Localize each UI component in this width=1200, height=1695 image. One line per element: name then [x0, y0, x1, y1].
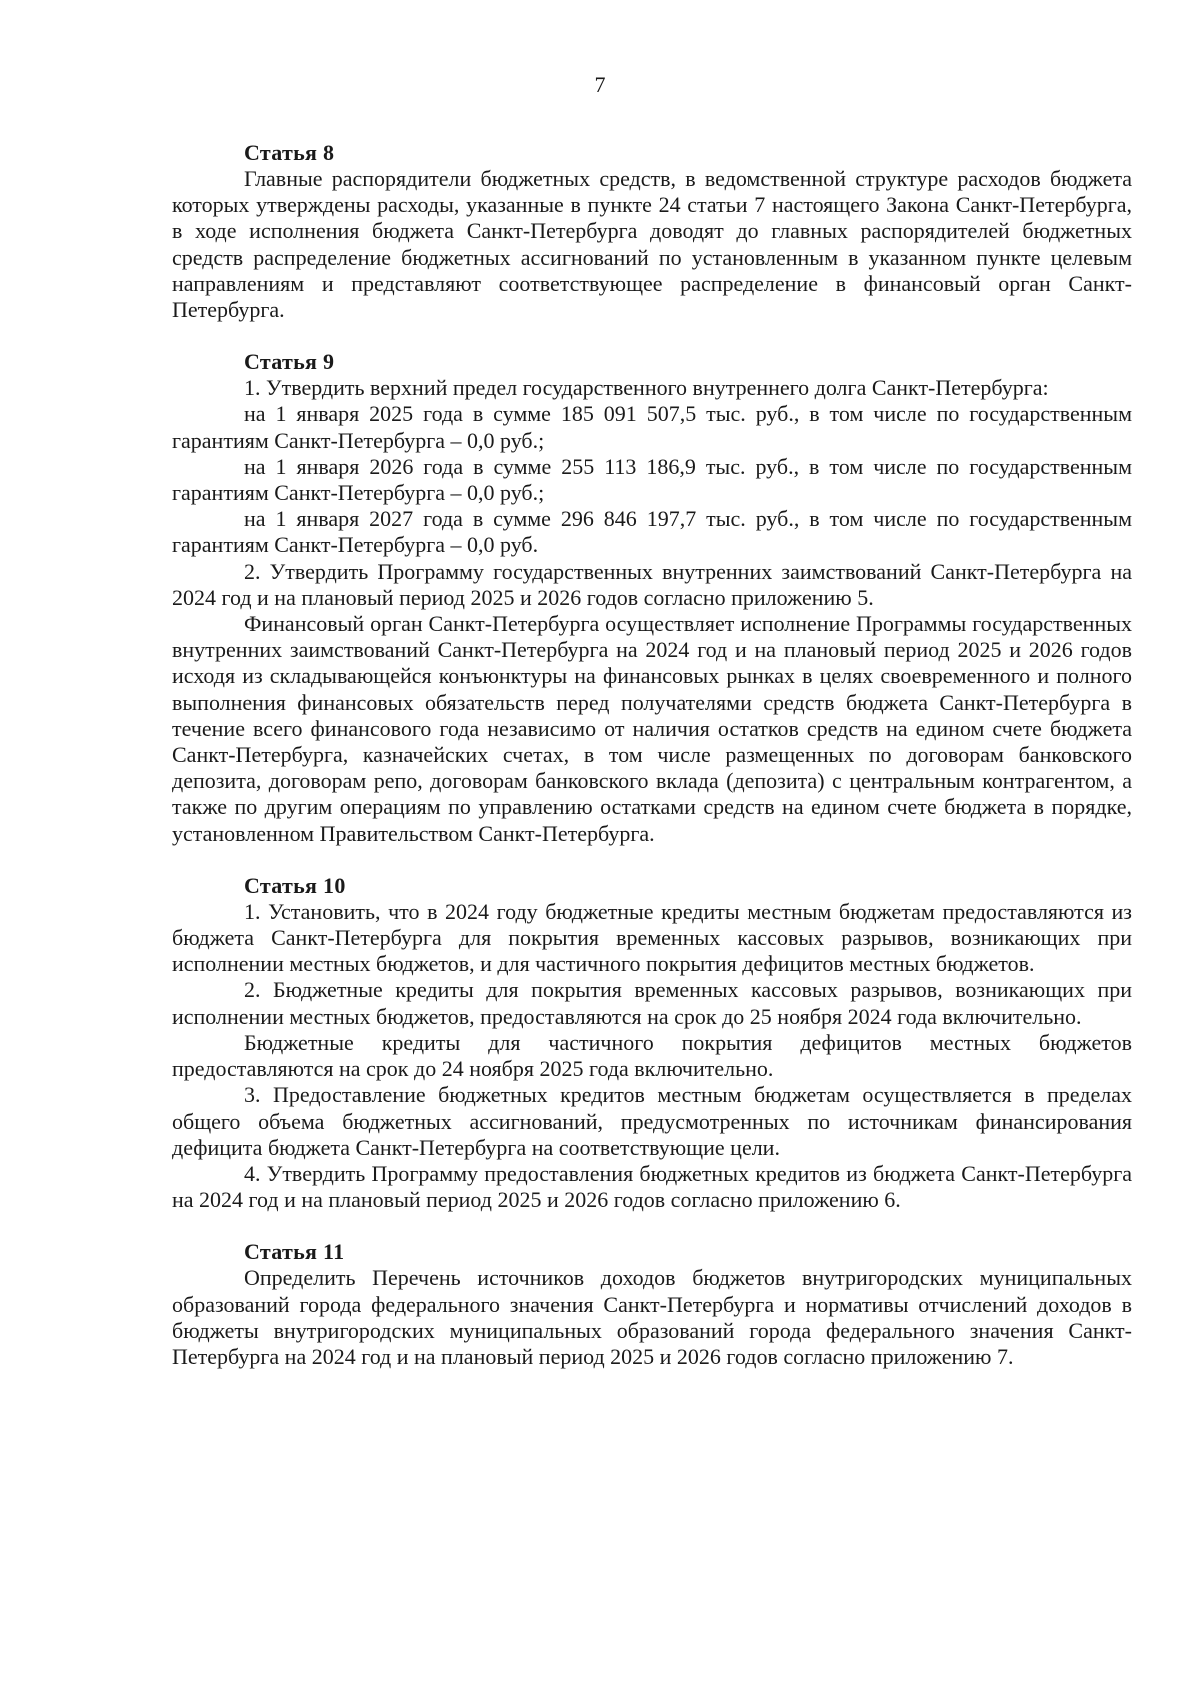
article-8	[172, 140, 1132, 323]
paragraph: Финансовый орган Санкт-Петербурга осуществляет исполнение Программы государственных внутренних заимствований Санкт-Петербурга на 2024 год и на плановый период 2025 и 2026 годов исходя из складывающейся конъюнктуры на финансовых рынках в целях своевременного и полного выполнения финансовых обязательств перед получателями средств бюджета Санкт-Петербурга в течение всего финансового года независимо от наличия остатков средств на едином счете бюджета Санкт-Петербурга, казначейских счетах, в том числе размещенных по договорам банковского депозита, договорам репо, договорам банковского вклада (депозита) с центральным контрагентом, а также по другим операциям по управлению остатками средств на едином счете бюджета в порядке, установленном Правительством Санкт-Петербурга.	[172, 611, 1132, 846]
paragraph: 1. Установить, что в 2024 году бюджетные кредиты местным бюджетам предоставляются из бюджета Санкт-Петербурга для покрытия временных кассовых разрывов, возникающих при исполнении местных бюджетов, и для частичного покрытия дефицитов местных бюджетов.	[172, 898, 1132, 977]
article-10	[172, 873, 1132, 1213]
article-11	[172, 1239, 1132, 1370]
article-title: Статья 8	[244, 140, 335, 165]
paragraph: 4. Утвердить Программу предоставления бюджетных кредитов из бюджета Санкт-Петербурга на 2024 год и на плановый период 2025 и 2026 годов согласно приложению 6.	[172, 1160, 1132, 1213]
article-9	[172, 349, 1132, 847]
article-title: Статья 11	[244, 1239, 345, 1265]
paragraph: на 1 января 2025 года в сумме 185 091 507,5 тыс. руб., в том числе по государственным гарантиям Санкт-Петербурга – 0,0 руб.;	[172, 401, 1132, 453]
document-body	[172, 140, 1132, 1370]
paragraph: 1. Утвердить верхний предел государственного внутреннего долга Санкт-Петербурга:	[244, 375, 1049, 401]
article-title: Статья 9	[244, 349, 335, 375]
paragraph: Бюджетные кредиты для частичного покрытия дефицитов местных бюджетов предоставляются на срок до 24 ноября 2025 года включительно.	[172, 1029, 1132, 1082]
paragraph: Определить Перечень источников доходов бюджетов внутригородских муниципальных образований города федерального значения Санкт-Петербурга и нормативы отчислений доходов в бюджеты внутригородских муниципальных образований города федерального значения Санкт-Петербурга на 2024 год и на плановый период 2025 и 2026 годов согласно приложению 7.	[172, 1265, 1132, 1369]
paragraph: на 1 января 2026 года в сумме 255 113 186,9 тыс. руб., в том числе по государственным гарантиям Санкт-Петербурга – 0,0 руб.;	[172, 453, 1132, 506]
page-number: 7	[594, 72, 606, 97]
paragraph: 2. Бюджетные кредиты для покрытия временных кассовых разрывов, возникающих при исполнении местных бюджетов, предоставляются на срок до 25 ноября 2024 года включительно.	[172, 977, 1132, 1029]
paragraph: Главные распорядители бюджетных средств, в ведомственной структуре расходов бюджета которых утверждены расходы, указанные в пункте 24 статьи 7 настоящего Закона Санкт-Петербурга, в ходе исполнения бюджета Санкт-Петербурга доводят до главных распорядителей бюджетных средств распределение бюджетных ассигнований по установленным в указанном пункте целевым направлениям и представляют соответствующее распределение в финансовый орган Санкт-Петербурга.	[172, 166, 1132, 323]
paragraph: на 1 января 2027 года в сумме 296 846 197,7 тыс. руб., в том числе по государственным гарантиям Санкт-Петербурга – 0,0 руб.	[172, 506, 1132, 558]
article-title: Статья 10	[244, 872, 346, 898]
paragraph: 3. Предоставление бюджетных кредитов местным бюджетам осуществляется в пределах общего объема бюджетных ассигнований, предусмотренных по источникам финансирования дефицита бюджета Санкт-Петербурга на соответствующие цели.	[172, 1082, 1132, 1160]
paragraph: 2. Утвердить Программу государственных внутренних заимствований Санкт-Петербурга на 2024 год и на плановый период 2025 и 2026 годов согласно приложению 5.	[172, 558, 1132, 610]
